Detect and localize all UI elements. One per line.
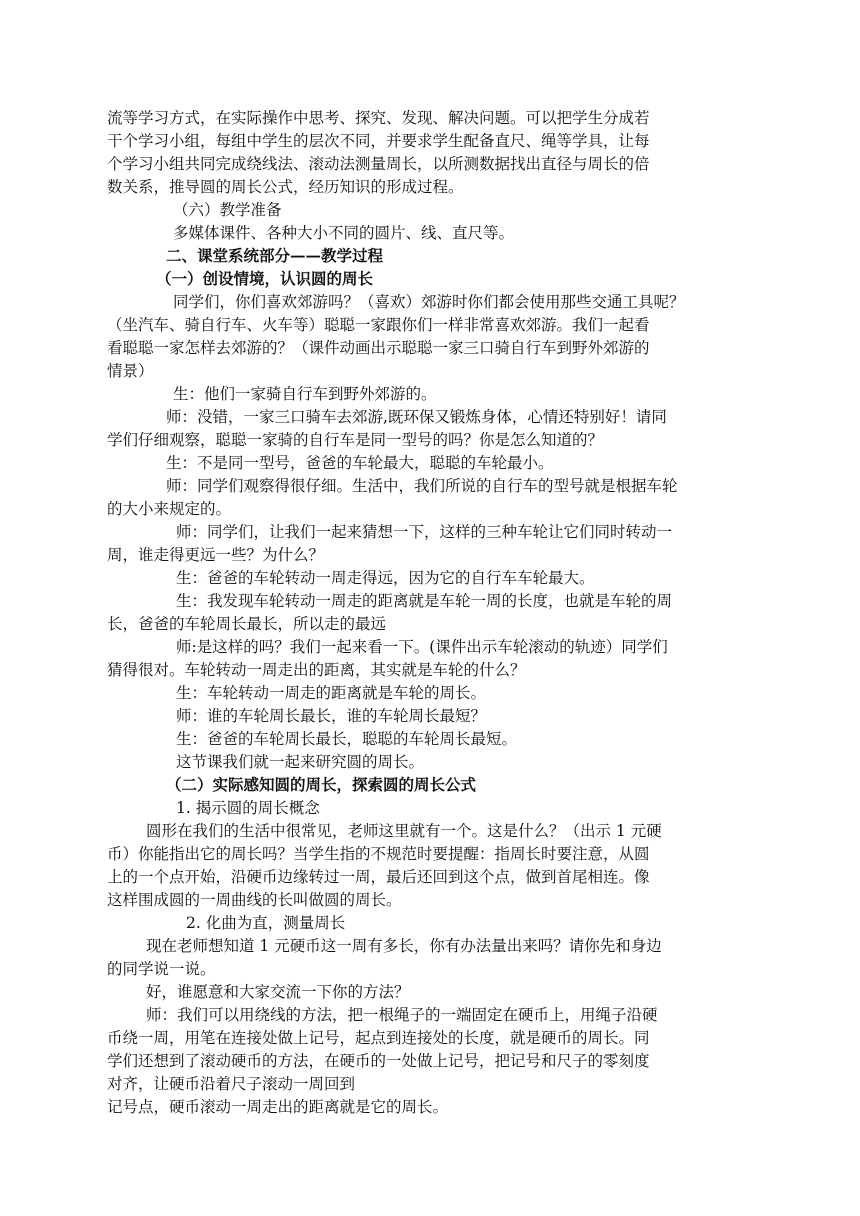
text-line: 长，爸爸的车轮周长最长，所以走的最远 (107, 615, 387, 633)
text-line: 同学们，你们喜欢郊游吗？（喜欢）郊游时你们都会使用那些交通工具呢？ (173, 293, 685, 311)
text-line: 学们仔细观察，聪聪一家骑的自行车是同一型号的吗？你是怎么知道的？ (107, 431, 604, 449)
text-line: 数关系，推导圆的周长公式，经历知识的形成过程。 (107, 178, 464, 196)
text-line: 学们还想到了滚动硬币的方法，在硬币的一处做上记号，把记号和尺子的零刻度 (107, 1052, 650, 1070)
text-line: 生：爸爸的车轮周长最长，聪聪的车轮周长最短。 (176, 730, 518, 748)
text-line: 生：车轮转动一周走的距离就是车轮的周长。 (176, 684, 487, 702)
text-line: 这样围成圆的一周曲线的长叫做圆的周长。 (107, 891, 402, 909)
text-line: 师：谁的车轮周长最长，谁的车轮周长最短？ (176, 707, 487, 725)
text-line: 干个学习小组，每组中学生的层次不同，并要求学生配备直尺、绳等学具，让每 (107, 132, 650, 150)
text-line: 情景） (107, 362, 154, 380)
text-line: 的同学说一说。 (107, 960, 216, 978)
text-line: 师：同学们观察得很仔细。生活中，我们所说的自行车的型号就是根据车轮 (166, 477, 678, 495)
text-line: 记号点，硬币滚动一周走出的距离就是它的周长。 (107, 1098, 449, 1116)
subsection-heading: （二）实际感知圆的周长，探索圆的周长公式 (166, 775, 477, 794)
text-line: 生：不是同一型号，爸爸的车轮最大，聪聪的车轮最小。 (166, 454, 554, 472)
text-line: 看聪聪一家怎样去郊游的？（课件动画出示聪聪一家三口骑自行车到野外郊游的 (107, 339, 650, 357)
text-line: （六）教学准备 (173, 201, 282, 219)
text-line: 的大小来规定的。 (107, 500, 232, 518)
text-line: 多媒体课件、各种大小不同的圆片、线、直尺等。 (173, 224, 515, 242)
text-line: 上的一个点开始，沿硬币边缘转过一周，最后还回到这个点，做到首尾相连。像 (107, 868, 650, 886)
text-line: 圆形在我们的生活中很常见，老师这里就有一个。这是什么？（出示 1 元硬 (146, 822, 662, 840)
text-line: 现在老师想知道 1 元硬币这一周有多长，你有办法量出来吗？请你先和身边 (146, 937, 662, 955)
text-line: 猜得很对。车轮转动一周走出的距离，其实就是车轮的什么？ (107, 661, 526, 679)
text-line: 师：没错，一家三口骑车去郊游,既环保又锻炼身体，心情还特别好！请同 (166, 408, 667, 426)
text-line: 流等学习方式，在实际操作中思考、探究、发现、解决问题。可以把学生分成若 (107, 109, 650, 127)
text-line: 币绕一周，用笔在连接处做上记号，起点到连接处的长度，就是硬币的周长。同 (107, 1029, 650, 1047)
text-line: 这节课我们就一起来研究圆的周长。 (176, 753, 425, 771)
text-line: 生：我发现车轮转动一周走的距离就是车轮一周的长度，也就是车轮的周 (176, 592, 673, 610)
text-line: （坐汽车、骑自行车、火车等）聪聪一家跟你们一样非常喜欢郊游。我们一起看 (107, 316, 650, 334)
text-line: 2. 化曲为直，测量周长 (186, 914, 346, 932)
text-line: 生：他们一家骑自行车到野外郊游的。 (173, 385, 437, 403)
text-line: 生：爸爸的车轮转动一周走得远，因为它的自行车车轮最大。 (176, 569, 595, 587)
text-line: 1. 揭示圆的周长概念 (176, 799, 320, 817)
text-line: 师：我们可以用绕线的方法，把一根绳子的一端固定在硬币上，用绳子沿硬 (146, 1006, 658, 1024)
subsection-heading: （一）创设情境，认识圆的周长 (156, 269, 374, 288)
section-heading: 二、课堂系统部分——教学过程 (166, 246, 384, 265)
text-line: 币）你能指出它的周长吗？当学生指的不规范时要提醒：指周长时要注意，从圆 (107, 845, 650, 863)
text-line: 对齐，让硬币沿着尺子滚动一周回到 (107, 1075, 356, 1093)
text-line: 师：同学们，让我们一起来猜想一下，这样的三种车轮让它们同时转动一 (176, 523, 673, 541)
text-line: 好，谁愿意和大家交流一下你的方法？ (146, 983, 410, 1001)
text-line: 周，谁走得更远一些？为什么？ (107, 546, 325, 564)
text-line: 师:是这样的吗？我们一起来看一下。(课件出示车轮滚动的轨迹）同学们 (176, 638, 668, 656)
text-line: 个学习小组共同完成绕线法、滚动法测量周长，以所测数据找出直径与周长的倍 (107, 155, 650, 173)
